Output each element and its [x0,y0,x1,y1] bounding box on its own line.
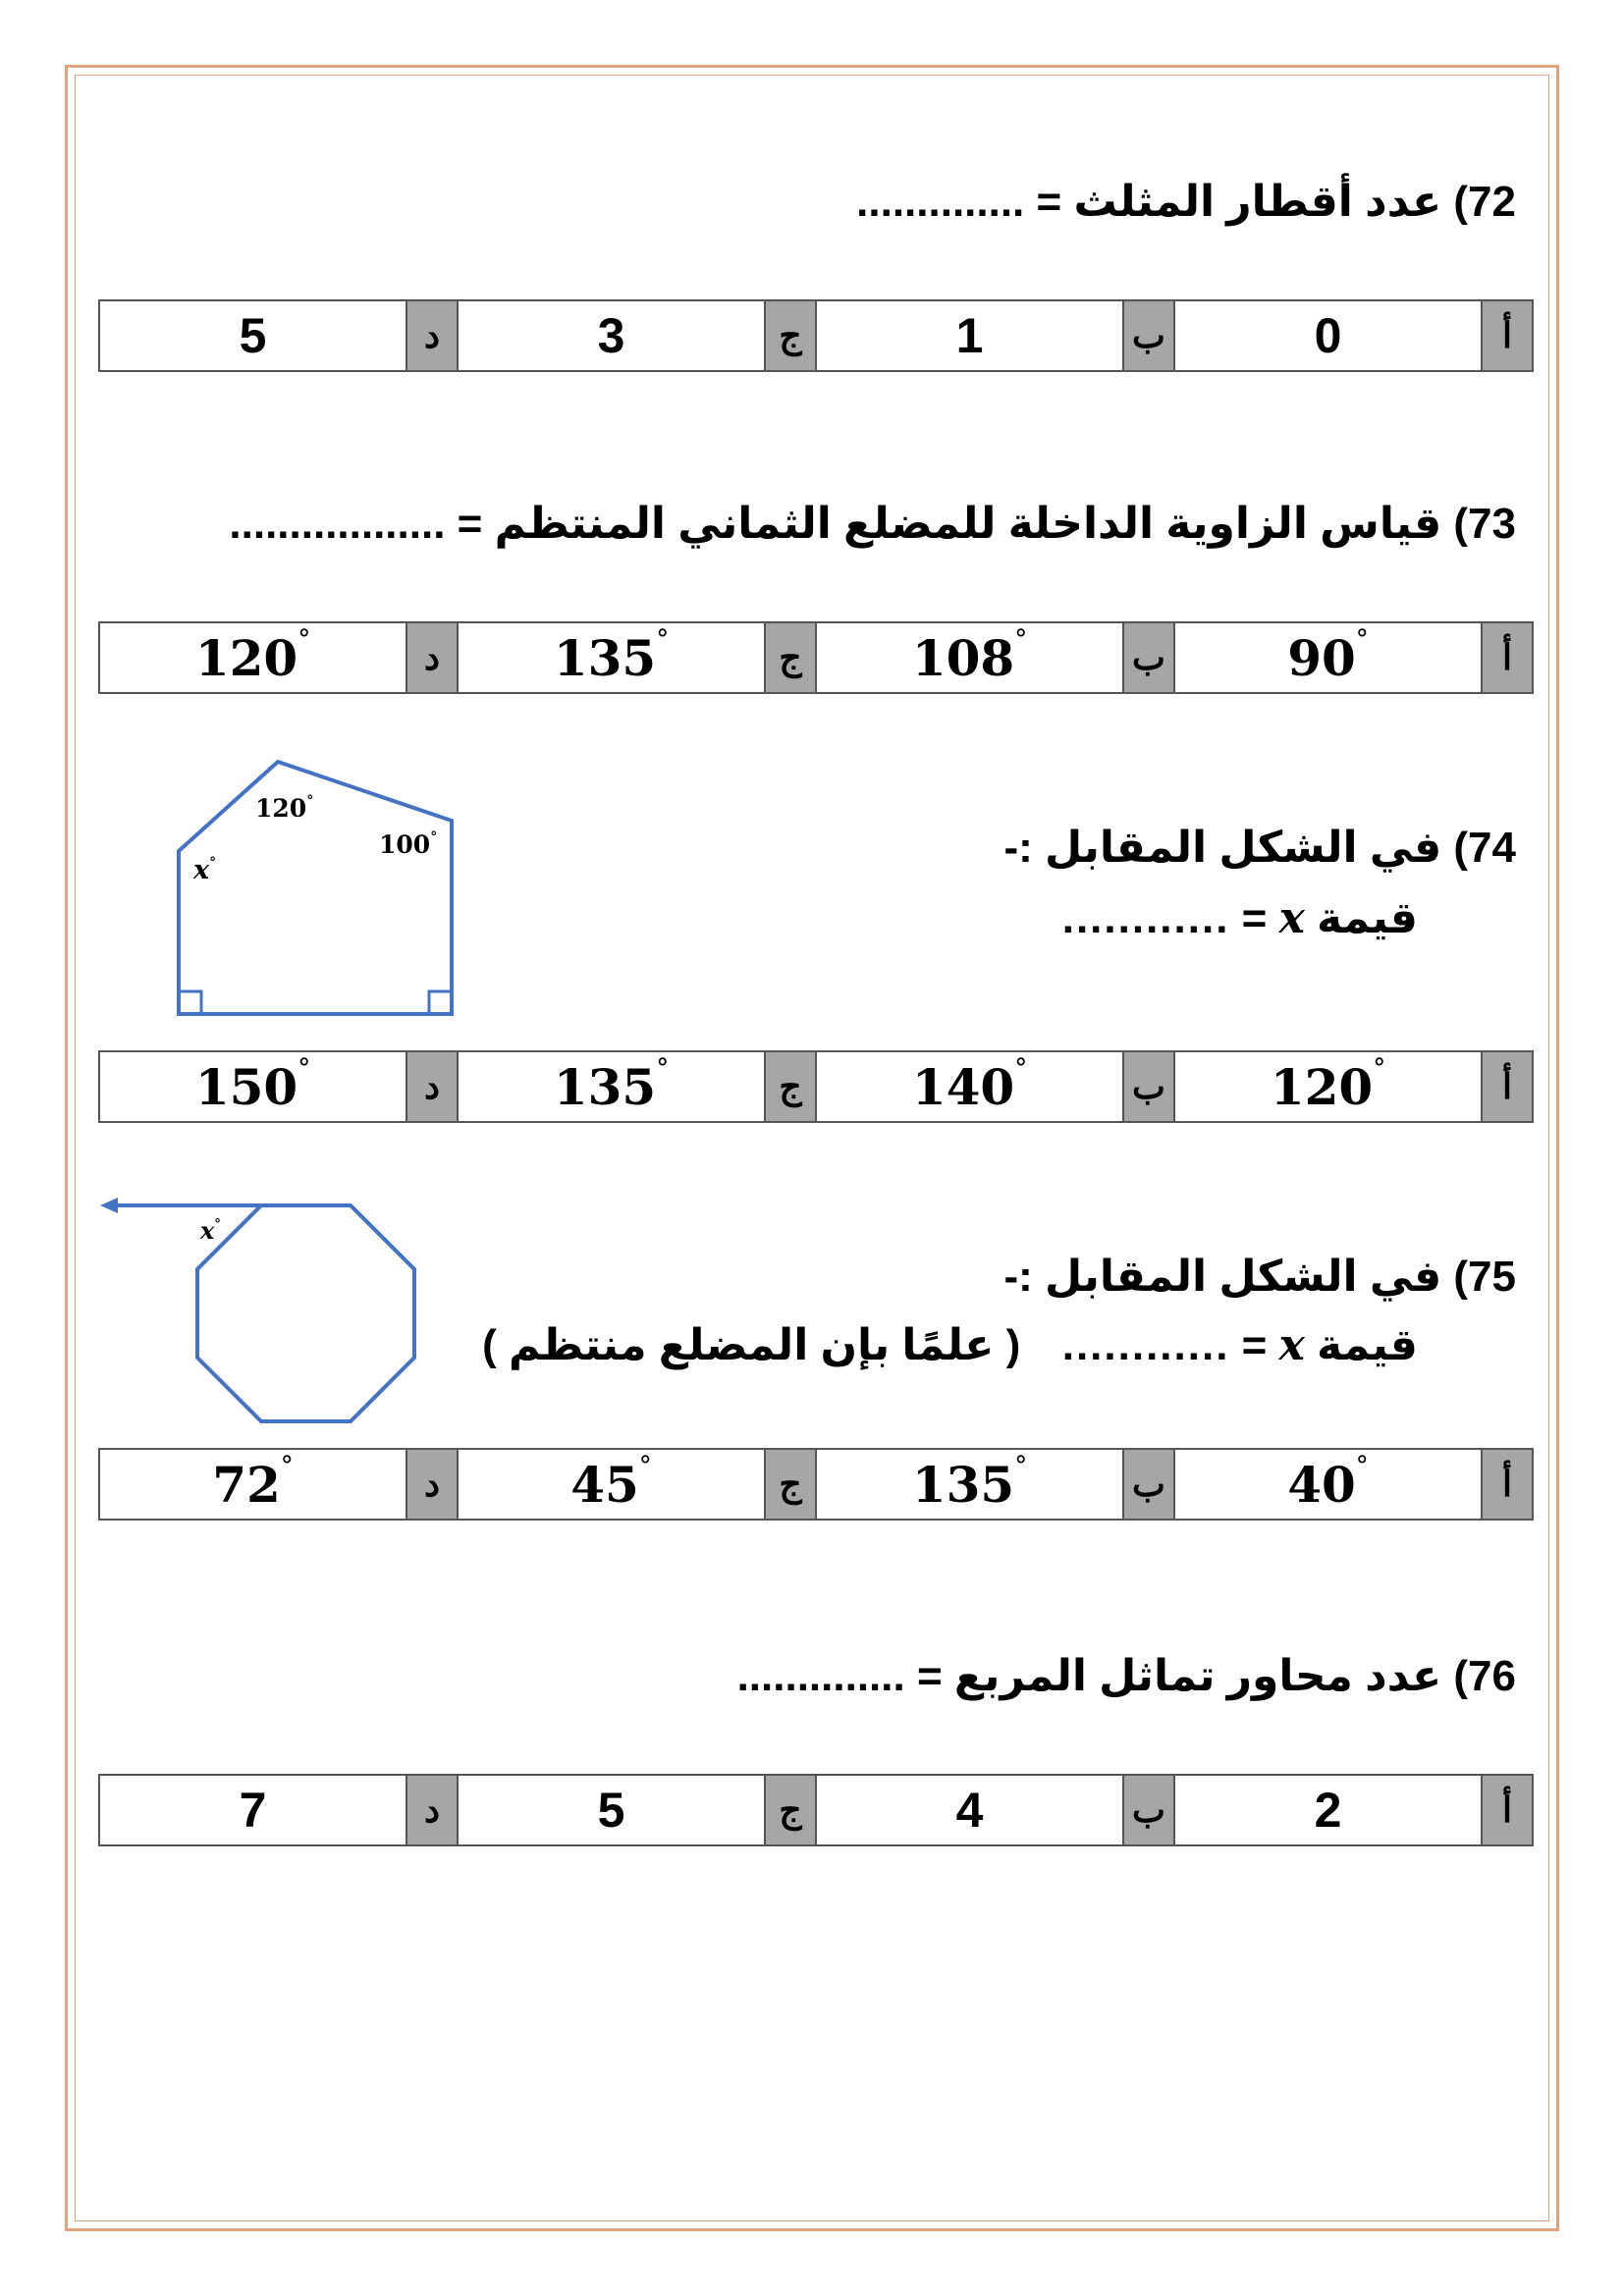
angle-label-right: 100° [379,829,438,859]
option-label-d: د [406,622,458,693]
question-number: 73) [1453,500,1516,548]
question-text: في الشكل المقابل :- [1003,1253,1442,1301]
option-label-c: ج [765,300,816,371]
option-c[interactable]: 5 [458,1775,765,1845]
question-number: 75) [1453,1253,1516,1301]
question-73 [229,499,1516,549]
option-label-d: د [406,1449,458,1520]
option-a[interactable]: 0 [1174,300,1482,371]
option-b[interactable]: 135° [816,1449,1123,1520]
option-label-a: أ [1482,1775,1533,1845]
answer-blank: ............ [1061,1321,1230,1369]
option-a[interactable]: 2 [1174,1775,1482,1845]
option-label-d: د [406,1051,458,1122]
option-b[interactable]: 1 [816,300,1123,371]
option-a[interactable]: 40° [1174,1449,1482,1520]
option-label-b: ب [1123,1051,1174,1122]
option-label-c: ج [765,1051,816,1122]
option-c[interactable]: 45° [458,1449,765,1520]
question-number: 76) [1453,1652,1516,1700]
variable-x: x [1278,893,1305,943]
question-number: 74) [1453,824,1516,872]
variable-x: x [1278,1320,1305,1370]
option-label-b: ب [1123,622,1174,693]
question-text: في الشكل المقابل :- [1003,824,1442,872]
question-text: قياس الزاوية الداخلة للمضلع الثماني المنتظم = [445,500,1442,548]
option-label-b: ب [1123,300,1174,371]
option-c[interactable]: 135° [458,1051,765,1122]
option-label-d: د [406,1775,458,1845]
option-b[interactable]: 108° [816,622,1123,693]
option-label-b: ب [1123,1449,1174,1520]
option-d[interactable]: 150° [99,1051,406,1122]
options-75 [98,1448,1534,1521]
option-b[interactable]: 140° [816,1051,1123,1122]
answer-blank: ............ [1061,894,1230,942]
options-74 [98,1050,1534,1123]
angle-label-x: x° [193,855,217,885]
question-74-line2: قيمة x = ............ [1061,893,1418,943]
option-d[interactable]: 72° [99,1449,406,1520]
answer-blank: .............. [856,178,1025,226]
option-label-a: أ [1482,1449,1533,1520]
angle-label-top: 120° [255,793,314,823]
option-a[interactable]: 120° [1174,1051,1482,1122]
option-label-a: أ [1482,1051,1533,1122]
question-text: عدد أقطار المثلث = [1024,178,1442,226]
page-border-inner [75,75,1549,2221]
option-d[interactable]: 5 [99,300,406,371]
answer-blank: .............. [736,1652,905,1700]
answer-blank: .................. [229,500,446,548]
option-d[interactable]: 7 [99,1775,406,1845]
question-76 [737,1651,1516,1701]
option-label-d: د [406,300,458,371]
option-label-b: ب [1123,1775,1174,1845]
option-label-c: ج [765,1775,816,1845]
question-74 [1004,823,1516,873]
option-label-a: أ [1482,300,1533,371]
angle-label-x: x° [200,1216,221,1245]
question-text: عدد محاور تماثل المربع = [904,1652,1442,1700]
options-72 [98,299,1534,372]
question-72 [856,177,1516,227]
option-label-c: ج [765,1449,816,1520]
question-75-line2: قيمة x = ............ ( علمًا بإن المضلع منتظم ) [482,1320,1418,1370]
option-b[interactable]: 4 [816,1775,1123,1845]
question-number: 72) [1453,178,1516,226]
option-c[interactable]: 3 [458,300,765,371]
pentagon-figure [167,751,461,1026]
options-76 [98,1774,1534,1846]
option-c[interactable]: 135° [458,622,765,693]
option-label-c: ج [765,622,816,693]
option-d[interactable]: 120° [99,622,406,693]
question-75 [1004,1252,1516,1302]
option-a[interactable]: 90° [1174,622,1482,693]
options-73 [98,621,1534,694]
octagon-figure [98,1188,432,1433]
option-label-a: أ [1482,622,1533,693]
question-note: ( علمًا بإن المضلع منتظم ) [482,1321,1021,1369]
